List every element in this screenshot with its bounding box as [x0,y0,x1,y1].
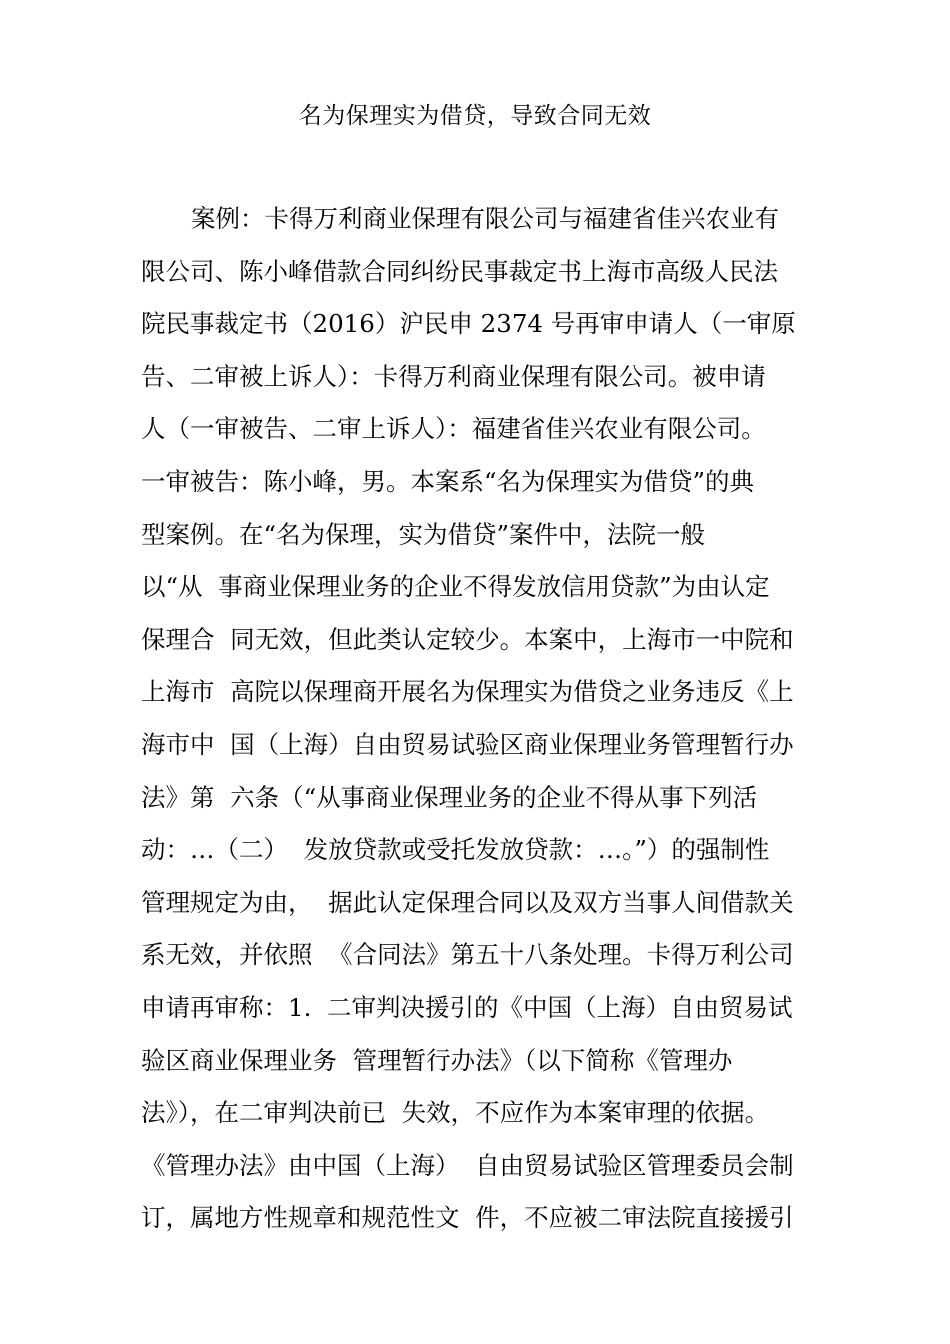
paragraph-line: 海市中 国（上海）自由贸易试验区商业保理业务管理暂行办 [141,729,794,759]
paragraph-line: 上海市 高院以保理商开展名为保理实为借贷之业务违反《上 [141,677,794,707]
paragraph-line: 管理规定为由， 据此认定保理合同以及双方当事人间借款关 [141,887,794,917]
paragraph-line: 法》），在二审判决前已 失效，不应作为本案审理的依据。 [141,1098,770,1128]
paragraph-line: 人（一审被告、二审上诉人）：福建省佳兴农业有限公司。 [141,414,766,444]
paragraph-line: 《管理办法》由中国（上海） 自由贸易试验区管理委员会制 [141,1150,794,1180]
paragraph-line: 限公司、陈小峰借款合同纠纷民事裁定书上海市高级人民法 [141,256,778,286]
paragraph-line: 法》第 六条（“从事商业保理业务的企业不得从事下列活 [141,782,758,812]
paragraph-line: 动：…（二） 发放贷款或受托发放贷款：…。”）的强制性 [141,835,770,865]
paragraph-line: 案例：卡得万利商业保理有限公司与福建省佳兴农业有 [191,204,779,233]
paragraph-line: 一审被告：陈小峰，男。本案系“名为保理实为借贷”的典 [141,466,755,496]
paragraph-line: 以“从 事商业保理业务的企业不得发放信用贷款”为由认定 [141,572,770,602]
paragraph-line: 保理合 同无效，但此类认定较少。本案中，上海市一中院和 [141,624,794,654]
paragraph-line: 院民事裁定书（2016）沪民申 2374 号再审申请人（一审原 [141,309,796,339]
case-paragraph [141,193,821,1245]
paragraph-line: 型案例。在“名为保理，实为借贷”案件中，法院一般 [141,519,706,549]
paragraph-line: 申请再审称：1. 二审判决援引的《中国（上海）自由贸易试 [141,992,793,1022]
paragraph-line: 告、二审被上诉人）：卡得万利商业保理有限公司。被申请 [141,361,766,391]
document-title: 名为保理实为借贷，导致合同无效 [298,103,652,129]
paragraph-line: 订，属地方性规章和规范性文 件，不应被二审法院直接援引 [141,1203,794,1233]
paragraph-line: 验区商业保理业务 管理暂行办法》（以下简称《管理办 [141,1045,733,1075]
paragraph-line: 系无效，并依照 《合同法》第五十八条处理。卡得万利公司 [141,940,794,970]
